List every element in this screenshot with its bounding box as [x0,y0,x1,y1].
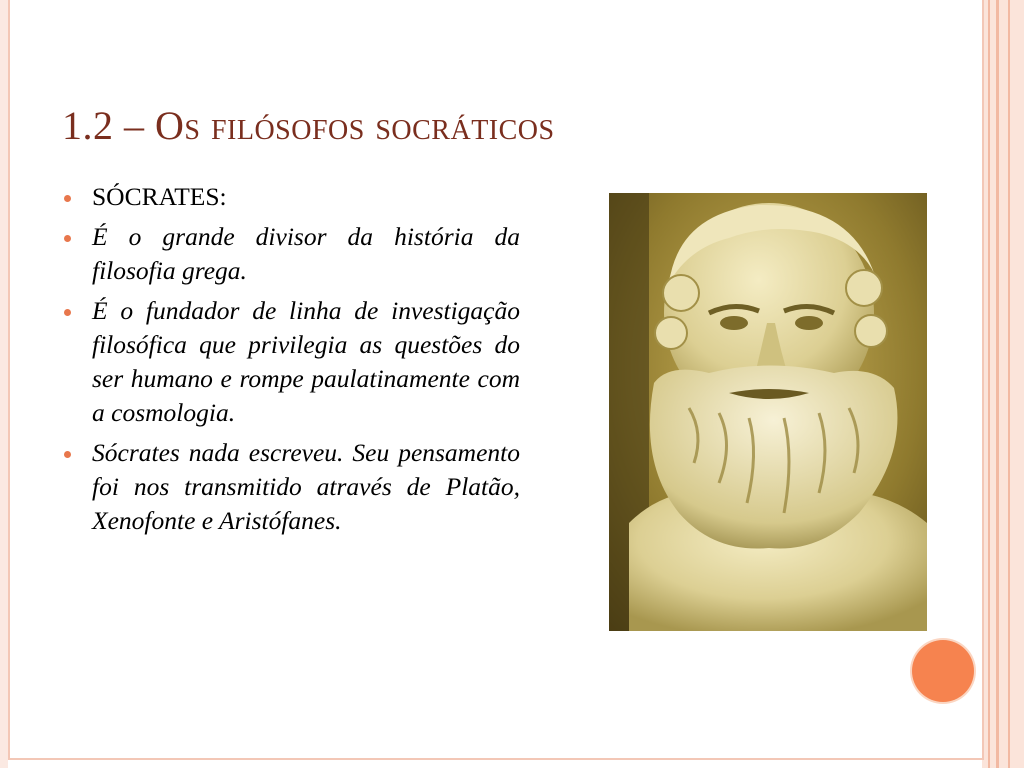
bullet-text: É o grande divisor da história da filosofia grega. [92,222,520,285]
right-decorative-stripes [982,0,1024,768]
bullet-dot-icon [64,195,71,202]
left-margin-band [0,0,8,768]
bullet-text: Sócrates nada escreveu. Seu pensamento foi nos transmitido através de Platão, Xenofonte e Aristófanes. [92,438,520,535]
bullet-list [64,180,520,544]
socrates-bust-image [609,193,927,631]
bullet-dot-icon [64,235,71,242]
orange-circle-decoration [912,640,974,702]
slide-title: 1.2 – Os filósofos socráticos [62,103,555,148]
bullet-item [64,294,520,430]
bullet-item [64,220,520,288]
bullet-dot-icon [64,309,71,316]
stripe-line [1008,0,1010,768]
bullet-item [64,180,520,214]
bullet-text: É o fundador de linha de investigação filosófica que privilegia as questões do ser humano e rompe paulatinamente com a cosmologia. [92,296,520,427]
bullet-item [64,436,520,538]
bullet-text: SÓCRATES: [92,182,227,211]
bullet-dot-icon [64,451,71,458]
stripe-line [988,0,990,768]
stripe-line [996,0,999,768]
